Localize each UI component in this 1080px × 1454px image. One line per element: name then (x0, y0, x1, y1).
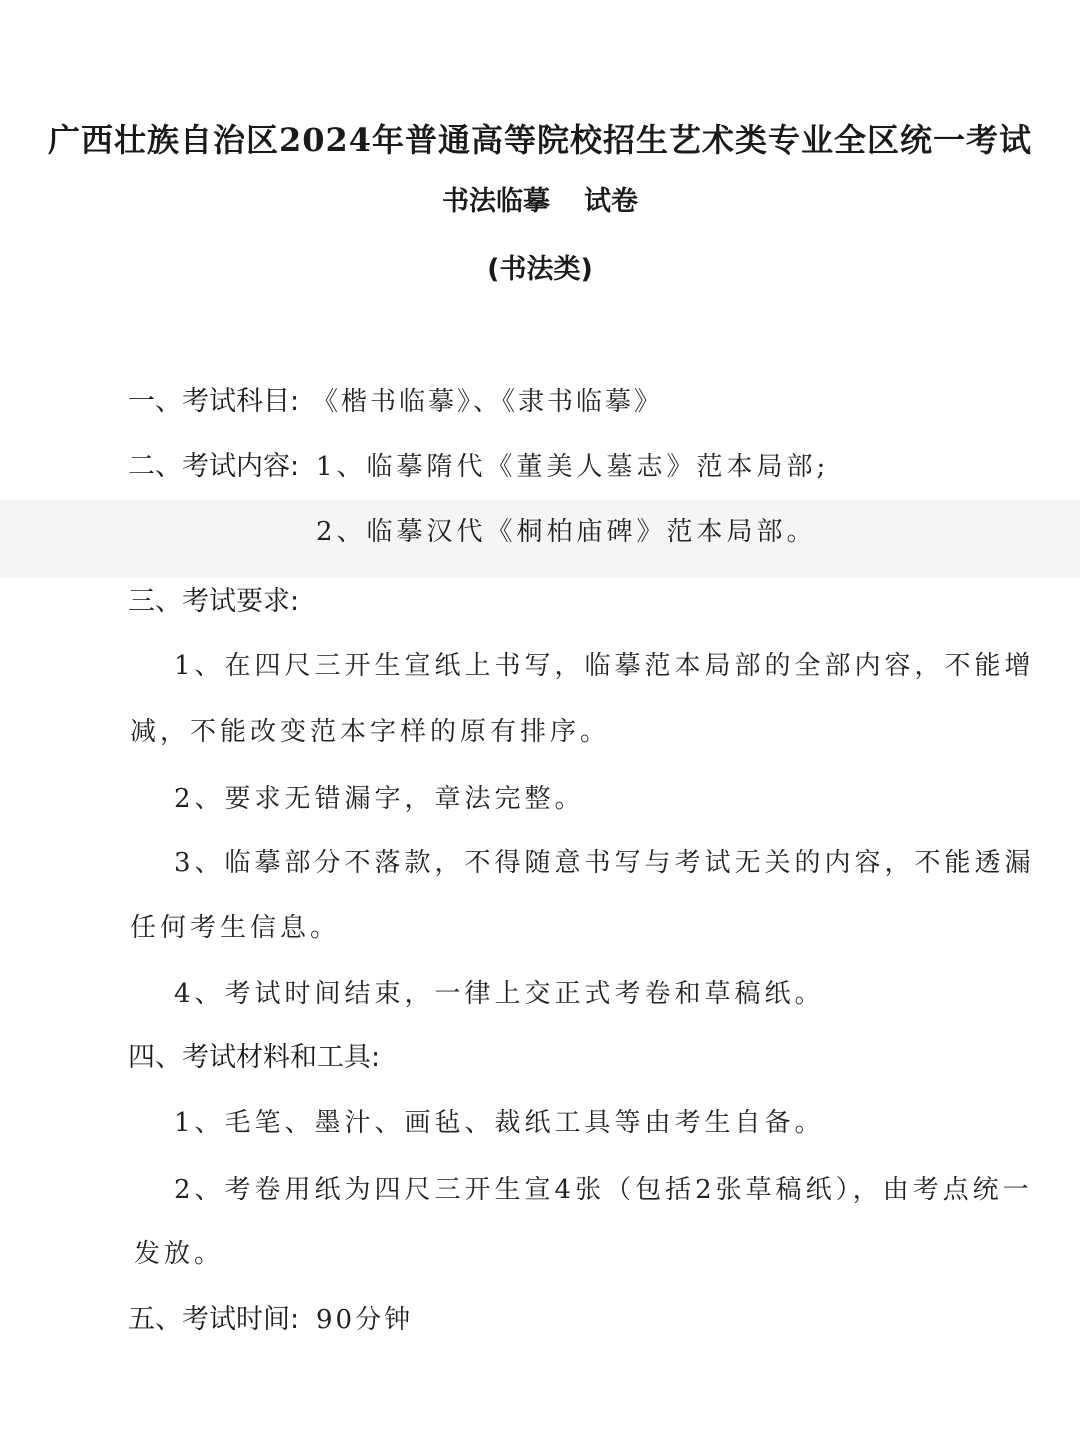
section-3-item-3-line-2: 任何考生信息。 (130, 913, 341, 943)
section-3-item-3-line-1: 3、临摹部分不落款，不得随意书写与考试无关的内容，不能透漏 (174, 848, 1035, 878)
subject-name: 书法临摹 (442, 186, 550, 217)
section-5-value: 90分钟 (316, 1305, 414, 1335)
section-3-item-2: 2、要求无错漏字，章法完整。 (174, 784, 585, 814)
section-3-item-1-line-1: 1、在四尺三开生宣纸上书写，临摹范本局部的全部内容，不能增 (174, 651, 1035, 681)
section-1-heading-text: 一、考试科目: (128, 386, 300, 417)
section-5-heading: 五、考试时间: (128, 1304, 300, 1335)
section-2-item-1: 1、临摹隋代《董美人墓志》范本局部; (316, 452, 830, 482)
exam-title: 广西壮族自治区2024年普通高等院校招生艺术类专业全区统一考试 (47, 121, 1033, 159)
section-4-heading: 四、考试材料和工具: (128, 1042, 381, 1073)
section-1-heading (128, 388, 299, 415)
paper-subtitle (0, 188, 1080, 215)
section-3-heading: 三、考试要求: (128, 586, 300, 617)
category-label: (书法类) (487, 254, 593, 285)
section-2-heading: 二、考试内容: (128, 451, 300, 482)
section-1-value: 《楷书临摹》、《隶书临摹》 (312, 387, 664, 417)
section-4-item-1: 1、毛笔、墨汁、画毡、裁纸工具等由考生自备。 (174, 1108, 825, 1138)
section-4-item-2-line-2: 发放。 (134, 1239, 225, 1269)
section-2-item-2: 2、临摹汉代《桐柏庙碑》范本局部。 (316, 517, 817, 547)
paper-label: 试卷 (584, 186, 638, 217)
section-3-item-4: 4、考试时间结束，一律上交正式考卷和草稿纸。 (174, 979, 825, 1009)
section-3-item-1-line-2: 减，不能改变范本字样的原有排序。 (130, 717, 611, 747)
section-4-item-2-line-1: 2、考卷用纸为四尺三开生宣4张（包括2张草稿纸），由考点统一 (174, 1175, 1033, 1205)
